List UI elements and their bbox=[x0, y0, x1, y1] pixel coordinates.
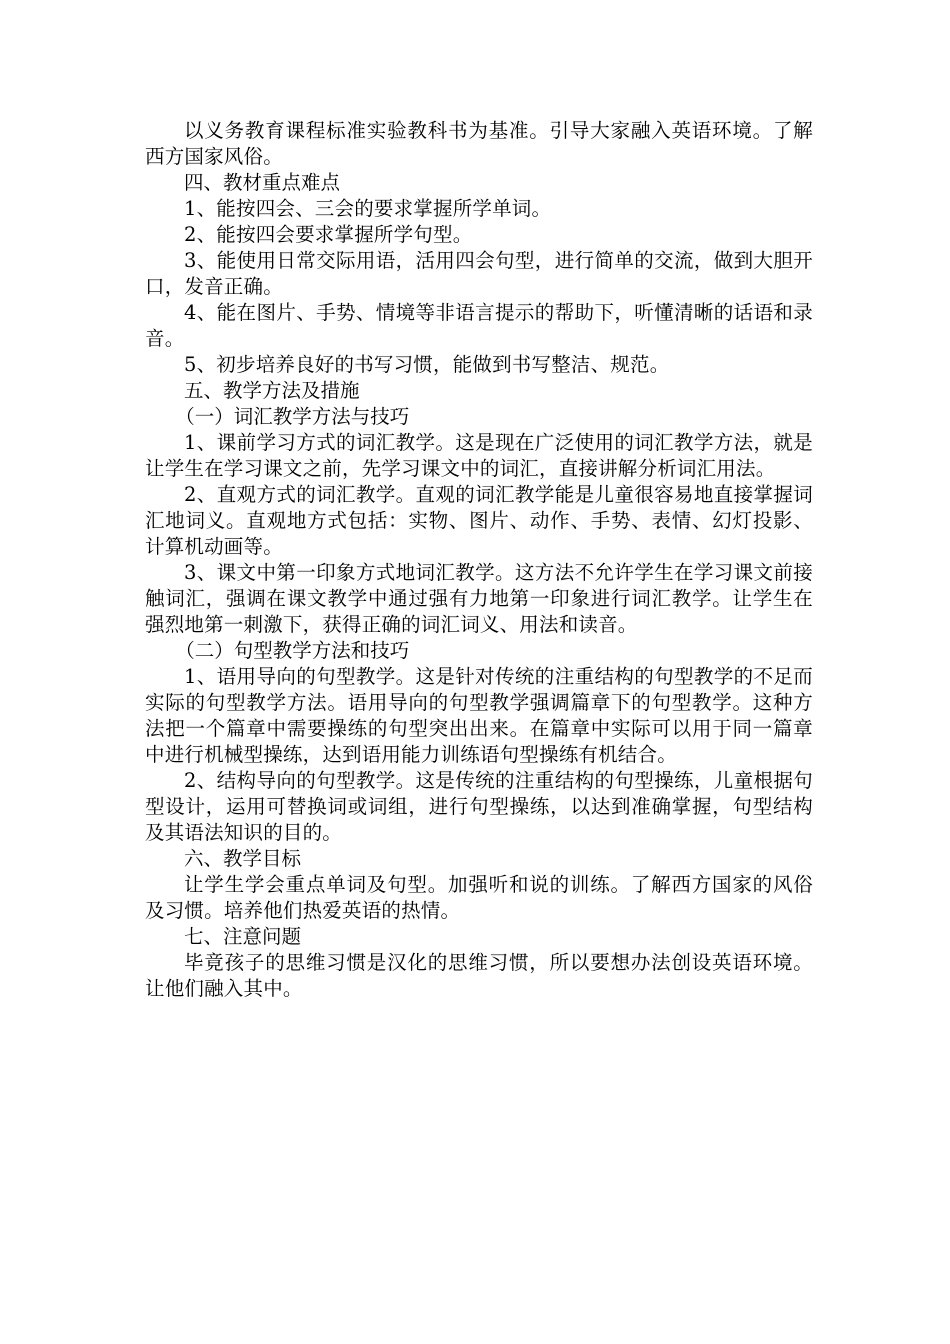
subsection-heading-vocabulary: （一）词汇教学方法与技巧 bbox=[175, 405, 410, 428]
document-body bbox=[145, 118, 813, 1002]
list-item: 1、课前学习方式的词汇教学。这是现在广泛使用的词汇教学方法，就是让学生在学习课文之前，先学习课文中的词汇，直接讲解分析词汇用法。 bbox=[145, 431, 813, 480]
paragraph-goals: 让学生学会重点单词及句型。加强听和说的训练。了解西方国家的风俗及习惯。培养他们热爱英语的热情。 bbox=[145, 873, 813, 922]
section-heading-7: 七、注意问题 bbox=[184, 925, 302, 948]
section-heading-4: 四、教材重点难点 bbox=[184, 171, 341, 194]
section-heading-5: 五、教学方法及措施 bbox=[184, 379, 360, 402]
list-item: 1、能按四会、三会的要求掌握所学单词。 bbox=[184, 197, 552, 220]
list-item: 5、初步培养良好的书写习惯，能做到书写整洁、规范。 bbox=[184, 353, 670, 376]
section-heading-6: 六、教学目标 bbox=[184, 847, 302, 870]
paragraph-intro: 以义务教育课程标准实验教科书为基准。引导大家融入英语环境。了解西方国家风俗。 bbox=[145, 119, 813, 168]
list-item: 4、能在图片、手势、情境等非语言提示的帮助下，听懂清晰的话语和录音。 bbox=[145, 301, 813, 350]
list-item: 3、课文中第一印象方式地词汇教学。这方法不允许学生在学习课文前接触词汇，强调在课文教学中通过强有力地第一印象进行词汇教学。让学生在强烈地第一刺激下，获得正确的词汇词义、用法和读音。 bbox=[145, 561, 813, 636]
list-item: 2、能按四会要求掌握所学句型。 bbox=[184, 223, 473, 246]
subsection-heading-sentence: （二）句型教学方法和技巧 bbox=[175, 639, 410, 662]
list-item: 3、能使用日常交际用语，活用四会句型，进行简单的交流，做到大胆开口，发音正确。 bbox=[145, 249, 813, 298]
list-item: 1、语用导向的句型教学。这是针对传统的注重结构的句型教学的不足而实际的句型教学方法。语用导向的句型教学强调篇章下的句型教学。这种方法把一个篇章中需要操练的句型突出出来。在篇章中实际可以用于同一篇章中进行机械型操练，达到语用能力训练语句型操练有机结合。 bbox=[145, 665, 813, 766]
list-item: 2、直观方式的词汇教学。直观的词汇教学能是儿童很容易地直接掌握词汇地词义。直观地方式包括：实物、图片、动作、手势、表情、幻灯投影、计算机动画等。 bbox=[145, 483, 813, 558]
list-item: 2、结构导向的句型教学。这是传统的注重结构的句型操练，儿童根据句型设计，运用可替换词或词组，进行句型操练，以达到准确掌握，句型结构及其语法知识的目的。 bbox=[145, 769, 813, 844]
paragraph-notes: 毕竟孩子的思维习惯是汉化的思维习惯，所以要想办法创设英语环境。让他们融入其中。 bbox=[145, 951, 813, 1000]
